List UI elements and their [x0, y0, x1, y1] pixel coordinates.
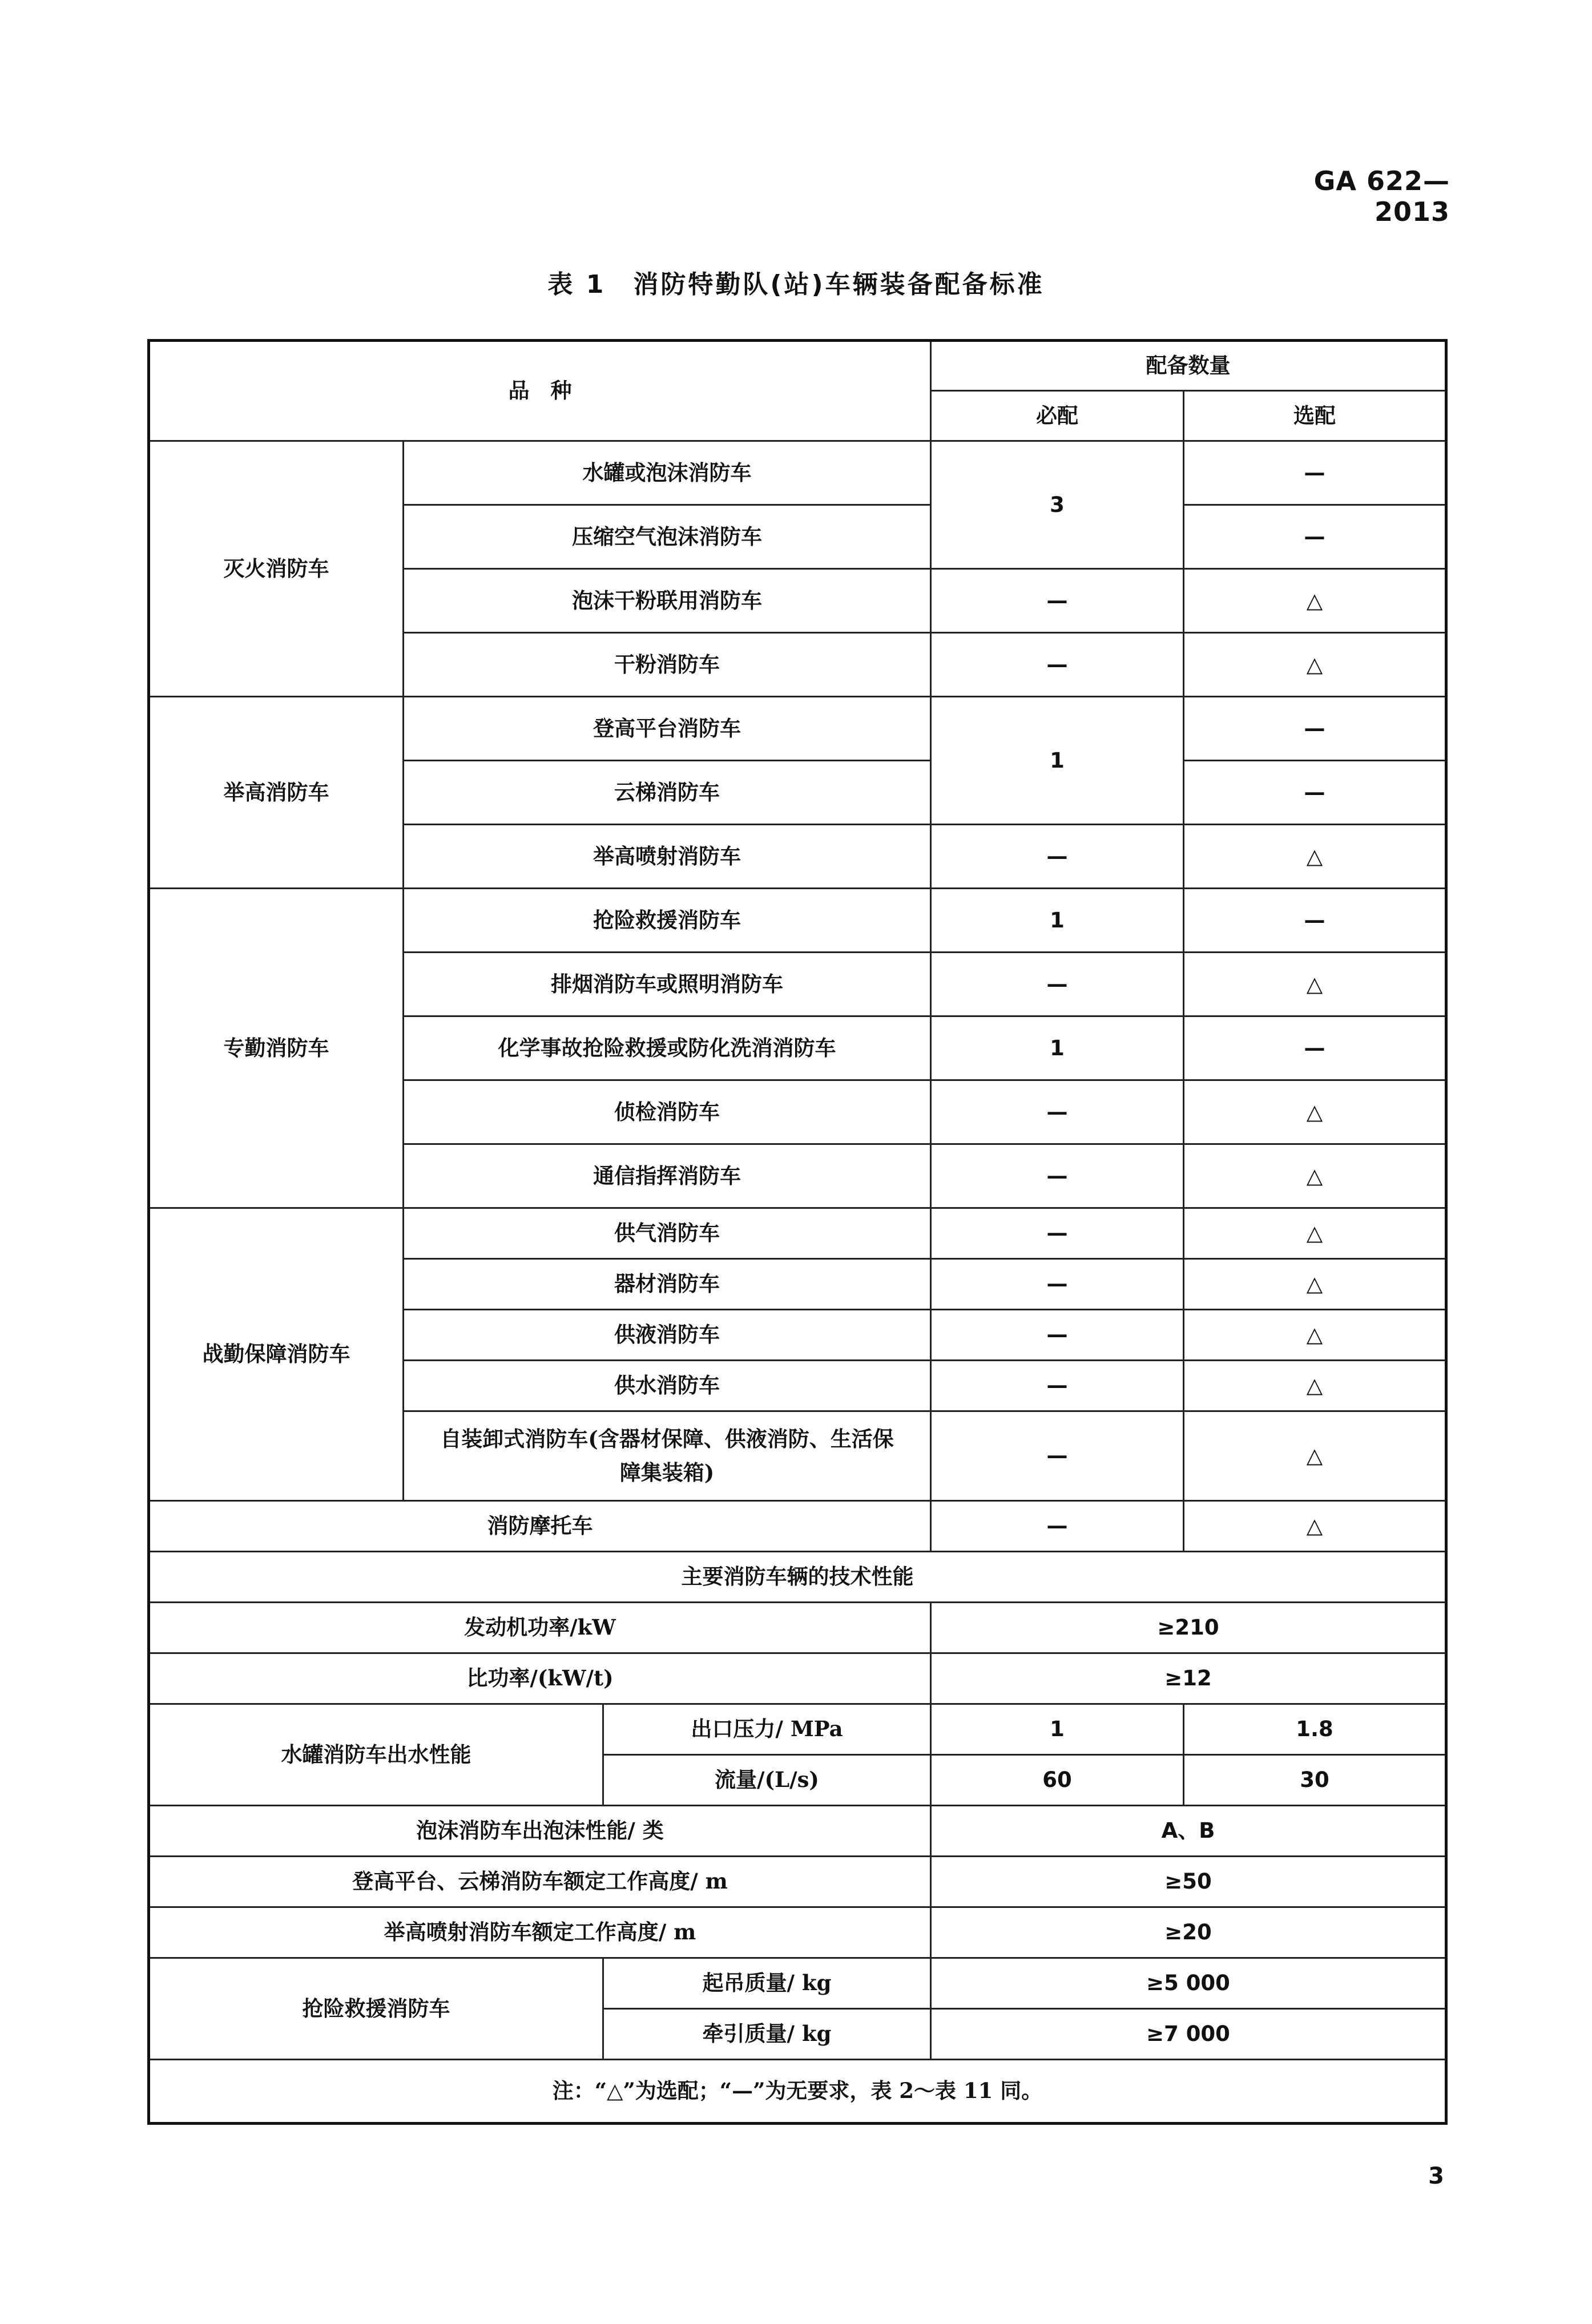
item-name: 泡沫干粉联用消防车	[404, 569, 931, 633]
tech-value: 1	[931, 1704, 1184, 1755]
item-name: 供水消防车	[404, 1361, 931, 1411]
header-quantity: 配备数量	[931, 341, 1446, 391]
table-title: 表 1 消防特勤队(站)车辆装备配备标准	[547, 270, 1045, 299]
item-name: 登高平台消防车	[404, 697, 931, 761]
header-optional: 选配	[1184, 391, 1446, 441]
tech-label: 比功率/(kW/t)	[149, 1653, 931, 1704]
tech-sublabel: 流量/(L/s)	[603, 1755, 931, 1806]
required-value: —	[931, 1310, 1184, 1361]
header-variety: 品 种	[149, 341, 931, 441]
required-value: 3	[931, 441, 1184, 569]
required-value: —	[931, 825, 1184, 889]
optional-value: △	[1184, 1208, 1446, 1259]
tech-section-title: 主要消防车辆的技术性能	[149, 1552, 1446, 1603]
item-name: 器材消防车	[404, 1259, 931, 1310]
equipment-table	[147, 339, 1448, 2125]
page-number: 3	[1428, 2163, 1444, 2189]
item-name: 干粉消防车	[404, 633, 931, 697]
item-name: 排烟消防车或照明消防车	[404, 953, 931, 1016]
optional-value: △	[1184, 1501, 1446, 1552]
tech-value: 30	[1184, 1755, 1446, 1806]
tech-sublabel: 起吊质量/ kg	[603, 1958, 931, 2009]
required-value: —	[931, 1080, 1184, 1144]
required-value: —	[931, 569, 1184, 633]
item-name: 供液消防车	[404, 1310, 931, 1361]
item-name: 水罐或泡沫消防车	[404, 441, 931, 505]
optional-value: △	[1184, 1310, 1446, 1361]
tech-value: 1.8	[1184, 1704, 1446, 1755]
tech-value: ≥210	[931, 1603, 1446, 1653]
item-name: 自装卸式消防车(含器材保障、供液消防、生活保障集装箱)	[404, 1411, 931, 1501]
required-value: —	[931, 1501, 1184, 1552]
required-value: —	[931, 953, 1184, 1016]
item-name: 通信指挥消防车	[404, 1144, 931, 1208]
required-value: 1	[931, 697, 1184, 825]
header-required: 必配	[931, 391, 1184, 441]
tech-label: 抢险救援消防车	[149, 1958, 603, 2060]
item-name: 化学事故抢险救援或防化洗消消防车	[404, 1016, 931, 1080]
tech-label: 举高喷射消防车额定工作高度/ m	[149, 1907, 931, 1958]
required-value: —	[931, 1259, 1184, 1310]
optional-value: △	[1184, 1259, 1446, 1310]
group-name: 灭火消防车	[149, 441, 404, 697]
required-value: —	[931, 1411, 1184, 1501]
optional-value: —	[1184, 441, 1446, 505]
optional-value: △	[1184, 1361, 1446, 1411]
optional-value: —	[1184, 889, 1446, 953]
tech-sublabel: 出口压力/ MPa	[603, 1704, 931, 1755]
required-value: —	[931, 1208, 1184, 1259]
item-name: 侦检消防车	[404, 1080, 931, 1144]
tech-label: 泡沫消防车出泡沫性能/ 类	[149, 1806, 931, 1857]
optional-value: △	[1184, 953, 1446, 1016]
tech-value: 60	[931, 1755, 1184, 1806]
optional-value: —	[1184, 1016, 1446, 1080]
tech-sublabel: 牵引质量/ kg	[603, 2009, 931, 2060]
item-name: 举高喷射消防车	[404, 825, 931, 889]
tech-value: ≥5 000	[931, 1958, 1446, 2009]
optional-value: △	[1184, 569, 1446, 633]
item-name: 压缩空气泡沫消防车	[404, 505, 931, 569]
item-name: 云梯消防车	[404, 761, 931, 825]
optional-value: —	[1184, 697, 1446, 761]
required-value: —	[931, 633, 1184, 697]
tech-label: 发动机功率/kW	[149, 1603, 931, 1653]
item-name: 供气消防车	[404, 1208, 931, 1259]
item-name: 抢险救援消防车	[404, 889, 931, 953]
optional-value: △	[1184, 1080, 1446, 1144]
required-value: 1	[931, 1016, 1184, 1080]
required-value: 1	[931, 889, 1184, 953]
optional-value: —	[1184, 761, 1446, 825]
tech-value: A、B	[931, 1806, 1446, 1857]
tech-label: 水罐消防车出水性能	[149, 1704, 603, 1806]
optional-value: △	[1184, 1411, 1446, 1501]
required-value: —	[931, 1144, 1184, 1208]
standard-number: GA 622—2013	[1313, 166, 1450, 227]
tech-value: ≥50	[931, 1857, 1446, 1907]
required-value: —	[931, 1361, 1184, 1411]
optional-value: △	[1184, 633, 1446, 697]
optional-value: △	[1184, 1144, 1446, 1208]
optional-value: △	[1184, 825, 1446, 889]
item-name: 消防摩托车	[149, 1501, 931, 1552]
table-note: 注：“△”为选配；“—”为无要求，表 2～表 11 同。	[149, 2060, 1446, 2124]
group-name: 专勤消防车	[149, 889, 404, 1208]
tech-value: ≥12	[931, 1653, 1446, 1704]
tech-value: ≥20	[931, 1907, 1446, 1958]
tech-value: ≥7 000	[931, 2009, 1446, 2060]
optional-value: —	[1184, 505, 1446, 569]
tech-label: 登高平台、云梯消防车额定工作高度/ m	[149, 1857, 931, 1907]
group-name: 战勤保障消防车	[149, 1208, 404, 1501]
group-name: 举高消防车	[149, 697, 404, 889]
